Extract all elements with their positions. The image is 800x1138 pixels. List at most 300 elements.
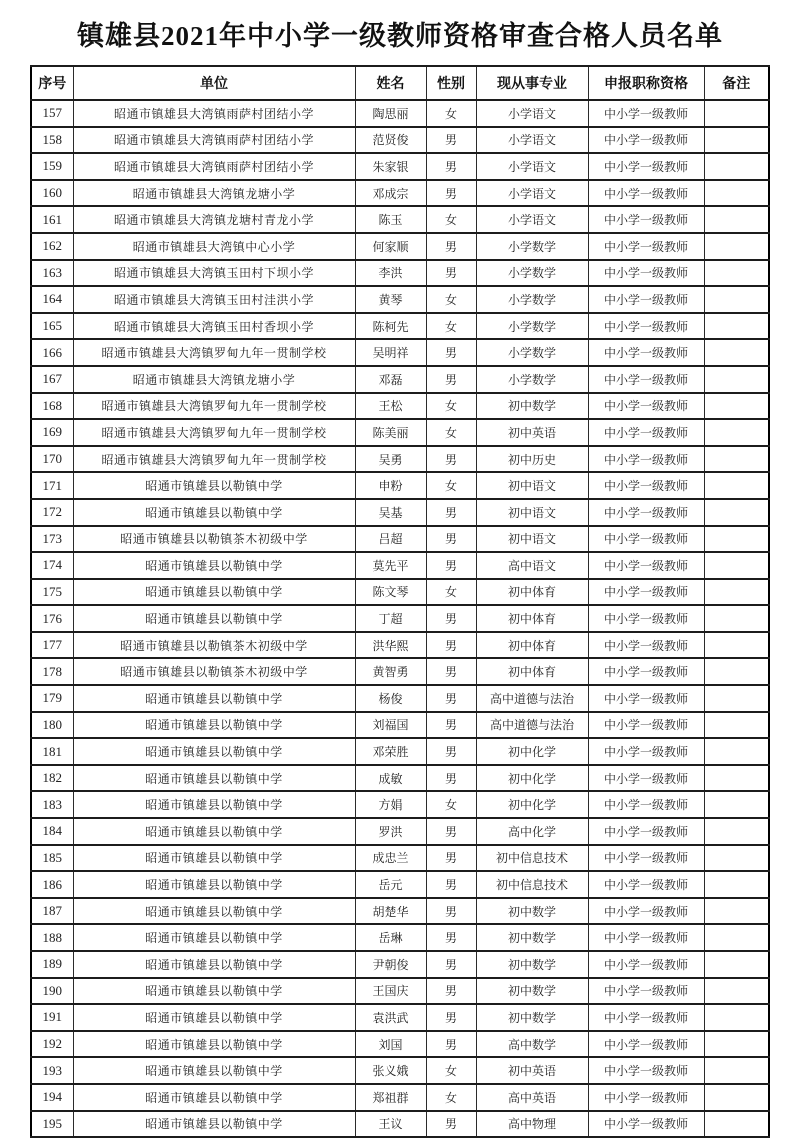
- cell-gender: 男: [426, 1004, 476, 1031]
- cell-remark: [704, 1004, 769, 1031]
- cell-no: 194: [31, 1084, 73, 1111]
- cell-unit: 昭通市镇雄县以勒镇中学: [73, 898, 355, 925]
- cell-remark: [704, 685, 769, 712]
- cell-no: 189: [31, 951, 73, 978]
- cell-subject: 初中数学: [476, 1004, 588, 1031]
- cell-name: 尹朝俊: [355, 951, 426, 978]
- cell-qualification: 中小学一级教师: [588, 180, 704, 207]
- cell-qualification: 中小学一级教师: [588, 1031, 704, 1058]
- cell-gender: 女: [426, 206, 476, 233]
- cell-name: 陈玉: [355, 206, 426, 233]
- cell-unit: 昭通市镇雄县大湾镇罗甸九年一贯制学校: [73, 393, 355, 420]
- cell-gender: 男: [426, 978, 476, 1005]
- cell-name: 黄智勇: [355, 658, 426, 685]
- cell-remark: [704, 206, 769, 233]
- table-row: [31, 1084, 769, 1111]
- cell-no: 178: [31, 658, 73, 685]
- table-row: [31, 552, 769, 579]
- cell-subject: 小学语文: [476, 100, 588, 127]
- cell-qualification: 中小学一级教师: [588, 446, 704, 473]
- cell-qualification: 中小学一级教师: [588, 206, 704, 233]
- cell-qualification: 中小学一级教师: [588, 286, 704, 313]
- cell-gender: 男: [426, 153, 476, 180]
- table-row: [31, 765, 769, 792]
- table-row: [31, 1111, 769, 1138]
- cell-name: 郑祖群: [355, 1084, 426, 1111]
- cell-name: 何家顺: [355, 233, 426, 260]
- cell-remark: [704, 845, 769, 872]
- cell-subject: 初中数学: [476, 898, 588, 925]
- cell-remark: [704, 1084, 769, 1111]
- cell-no: 168: [31, 393, 73, 420]
- cell-remark: [704, 871, 769, 898]
- cell-qualification: 中小学一级教师: [588, 313, 704, 340]
- cell-qualification: 中小学一级教师: [588, 738, 704, 765]
- cell-qualification: 中小学一级教师: [588, 1084, 704, 1111]
- cell-unit: 昭通市镇雄县大湾镇雨萨村团结小学: [73, 100, 355, 127]
- cell-no: 169: [31, 419, 73, 446]
- cell-unit: 昭通市镇雄县以勒镇中学: [73, 791, 355, 818]
- cell-no: 170: [31, 446, 73, 473]
- table-row: [31, 579, 769, 606]
- table-row: [31, 632, 769, 659]
- cell-no: 183: [31, 791, 73, 818]
- table-row: [31, 978, 769, 1005]
- cell-remark: [704, 526, 769, 553]
- cell-no: 164: [31, 286, 73, 313]
- cell-no: 186: [31, 871, 73, 898]
- cell-qualification: 中小学一级教师: [588, 1057, 704, 1084]
- cell-remark: [704, 924, 769, 951]
- table-row: [31, 658, 769, 685]
- roster-table: [30, 65, 770, 1138]
- header-cell-no: 序号: [31, 66, 73, 100]
- cell-no: 167: [31, 366, 73, 393]
- cell-remark: [704, 1111, 769, 1138]
- cell-subject: 初中体育: [476, 632, 588, 659]
- cell-remark: [704, 632, 769, 659]
- table-row: [31, 685, 769, 712]
- cell-gender: 男: [426, 712, 476, 739]
- cell-gender: 男: [426, 552, 476, 579]
- cell-gender: 女: [426, 100, 476, 127]
- cell-subject: 初中数学: [476, 393, 588, 420]
- cell-remark: [704, 658, 769, 685]
- cell-no: 174: [31, 552, 73, 579]
- cell-gender: 男: [426, 738, 476, 765]
- cell-unit: 昭通市镇雄县大湾镇玉田村香坝小学: [73, 313, 355, 340]
- cell-remark: [704, 978, 769, 1005]
- cell-qualification: 中小学一级教师: [588, 366, 704, 393]
- cell-gender: 男: [426, 233, 476, 260]
- cell-qualification: 中小学一级教师: [588, 153, 704, 180]
- cell-unit: 昭通市镇雄县以勒镇中学: [73, 605, 355, 632]
- table-row: [31, 286, 769, 313]
- cell-subject: 小学数学: [476, 366, 588, 393]
- cell-unit: 昭通市镇雄县以勒镇中学: [73, 552, 355, 579]
- cell-subject: 高中道德与法治: [476, 685, 588, 712]
- cell-name: 袁洪武: [355, 1004, 426, 1031]
- cell-subject: 初中数学: [476, 924, 588, 951]
- cell-name: 杨俊: [355, 685, 426, 712]
- cell-remark: [704, 1057, 769, 1084]
- cell-no: 158: [31, 127, 73, 154]
- page-title: 镇雄县2021年中小学一级教师资格审查合格人员名单: [77, 21, 723, 51]
- cell-gender: 男: [426, 685, 476, 712]
- cell-gender: 女: [426, 313, 476, 340]
- cell-name: 范贤俊: [355, 127, 426, 154]
- cell-gender: 女: [426, 393, 476, 420]
- cell-name: 陈美丽: [355, 419, 426, 446]
- cell-gender: 男: [426, 499, 476, 526]
- cell-no: 165: [31, 313, 73, 340]
- cell-unit: 昭通市镇雄县大湾镇罗甸九年一贯制学校: [73, 339, 355, 366]
- table-row: [31, 233, 769, 260]
- table-row: [31, 153, 769, 180]
- cell-gender: 女: [426, 419, 476, 446]
- cell-no: 182: [31, 765, 73, 792]
- cell-qualification: 中小学一级教师: [588, 818, 704, 845]
- cell-qualification: 中小学一级教师: [588, 898, 704, 925]
- table-row: [31, 499, 769, 526]
- table-row: [31, 871, 769, 898]
- cell-subject: 初中化学: [476, 765, 588, 792]
- cell-no: 171: [31, 472, 73, 499]
- table-row: [31, 738, 769, 765]
- cell-qualification: 中小学一级教师: [588, 526, 704, 553]
- cell-unit: 昭通市镇雄县大湾镇雨萨村团结小学: [73, 127, 355, 154]
- cell-name: 李洪: [355, 260, 426, 287]
- cell-gender: 男: [426, 871, 476, 898]
- cell-subject: 初中信息技术: [476, 845, 588, 872]
- table-row: [31, 1031, 769, 1058]
- header-cell-unit: 单位: [73, 66, 355, 100]
- cell-remark: [704, 339, 769, 366]
- cell-qualification: 中小学一级教师: [588, 978, 704, 1005]
- table-row: [31, 100, 769, 127]
- cell-gender: 男: [426, 951, 476, 978]
- cell-gender: 男: [426, 1031, 476, 1058]
- cell-unit: 昭通市镇雄县以勒镇中学: [73, 472, 355, 499]
- cell-name: 邓荣胜: [355, 738, 426, 765]
- cell-name: 丁超: [355, 605, 426, 632]
- table-row: [31, 605, 769, 632]
- table-row: [31, 339, 769, 366]
- cell-remark: [704, 552, 769, 579]
- cell-unit: 昭通市镇雄县大湾镇中心小学: [73, 233, 355, 260]
- cell-qualification: 中小学一级教师: [588, 419, 704, 446]
- cell-unit: 昭通市镇雄县以勒镇茶木初级中学: [73, 526, 355, 553]
- cell-name: 莫先平: [355, 552, 426, 579]
- cell-qualification: 中小学一级教师: [588, 871, 704, 898]
- cell-qualification: 中小学一级教师: [588, 845, 704, 872]
- cell-gender: 男: [426, 898, 476, 925]
- cell-subject: 小学语文: [476, 206, 588, 233]
- table-row: [31, 446, 769, 473]
- cell-qualification: 中小学一级教师: [588, 339, 704, 366]
- cell-unit: 昭通市镇雄县以勒镇中学: [73, 924, 355, 951]
- cell-unit: 昭通市镇雄县大湾镇龙塘小学: [73, 366, 355, 393]
- cell-subject: 高中化学: [476, 818, 588, 845]
- cell-name: 陶思丽: [355, 100, 426, 127]
- cell-name: 吴勇: [355, 446, 426, 473]
- header-cell-gender: 性别: [426, 66, 476, 100]
- cell-qualification: 中小学一级教师: [588, 658, 704, 685]
- table-row: [31, 845, 769, 872]
- cell-no: 184: [31, 818, 73, 845]
- cell-no: 163: [31, 260, 73, 287]
- cell-name: 王松: [355, 393, 426, 420]
- cell-remark: [704, 765, 769, 792]
- table-row: [31, 472, 769, 499]
- cell-remark: [704, 233, 769, 260]
- cell-qualification: 中小学一级教师: [588, 1111, 704, 1138]
- cell-name: 刘福国: [355, 712, 426, 739]
- header-cell-remark: 备注: [704, 66, 769, 100]
- cell-no: 161: [31, 206, 73, 233]
- cell-subject: 小学语文: [476, 153, 588, 180]
- cell-unit: 昭通市镇雄县以勒镇中学: [73, 579, 355, 606]
- cell-gender: 男: [426, 526, 476, 553]
- cell-qualification: 中小学一级教师: [588, 712, 704, 739]
- cell-gender: 男: [426, 339, 476, 366]
- cell-unit: 昭通市镇雄县以勒镇中学: [73, 738, 355, 765]
- cell-remark: [704, 1031, 769, 1058]
- cell-subject: 初中语文: [476, 472, 588, 499]
- cell-qualification: 中小学一级教师: [588, 127, 704, 154]
- cell-no: 162: [31, 233, 73, 260]
- table-row: [31, 260, 769, 287]
- cell-unit: 昭通市镇雄县大湾镇龙塘小学: [73, 180, 355, 207]
- cell-no: 172: [31, 499, 73, 526]
- cell-remark: [704, 419, 769, 446]
- cell-name: 吴明祥: [355, 339, 426, 366]
- cell-gender: 男: [426, 180, 476, 207]
- table-row: [31, 526, 769, 553]
- cell-qualification: 中小学一级教师: [588, 1004, 704, 1031]
- cell-unit: 昭通市镇雄县以勒镇中学: [73, 1057, 355, 1084]
- cell-subject: 小学数学: [476, 339, 588, 366]
- cell-qualification: 中小学一级教师: [588, 233, 704, 260]
- cell-unit: 昭通市镇雄县以勒镇中学: [73, 712, 355, 739]
- cell-gender: 男: [426, 924, 476, 951]
- cell-unit: 昭通市镇雄县大湾镇玉田村下坝小学: [73, 260, 355, 287]
- cell-qualification: 中小学一级教师: [588, 552, 704, 579]
- table-row: [31, 1057, 769, 1084]
- cell-subject: 高中英语: [476, 1084, 588, 1111]
- cell-unit: 昭通市镇雄县以勒镇中学: [73, 765, 355, 792]
- cell-gender: 男: [426, 260, 476, 287]
- cell-gender: 女: [426, 1057, 476, 1084]
- cell-no: 173: [31, 526, 73, 553]
- cell-qualification: 中小学一级教师: [588, 605, 704, 632]
- header-cell-name: 姓名: [355, 66, 426, 100]
- cell-unit: 昭通市镇雄县以勒镇中学: [73, 1111, 355, 1138]
- cell-gender: 男: [426, 818, 476, 845]
- cell-no: 179: [31, 685, 73, 712]
- cell-no: 193: [31, 1057, 73, 1084]
- table-body: [31, 100, 769, 1137]
- cell-qualification: 中小学一级教师: [588, 765, 704, 792]
- table-row: [31, 313, 769, 340]
- cell-name: 刘国: [355, 1031, 426, 1058]
- cell-name: 邓磊: [355, 366, 426, 393]
- cell-remark: [704, 393, 769, 420]
- cell-qualification: 中小学一级教师: [588, 260, 704, 287]
- cell-unit: 昭通市镇雄县以勒镇中学: [73, 685, 355, 712]
- cell-name: 罗洪: [355, 818, 426, 845]
- cell-name: 王国庆: [355, 978, 426, 1005]
- table-row: [31, 393, 769, 420]
- cell-remark: [704, 951, 769, 978]
- cell-subject: 小学数学: [476, 313, 588, 340]
- cell-unit: 昭通市镇雄县以勒镇中学: [73, 1031, 355, 1058]
- cell-no: 187: [31, 898, 73, 925]
- cell-name: 申粉: [355, 472, 426, 499]
- cell-no: 191: [31, 1004, 73, 1031]
- cell-unit: 昭通市镇雄县大湾镇雨萨村团结小学: [73, 153, 355, 180]
- table-row: [31, 1004, 769, 1031]
- cell-unit: 昭通市镇雄县以勒镇中学: [73, 1004, 355, 1031]
- cell-unit: 昭通市镇雄县以勒镇茶木初级中学: [73, 658, 355, 685]
- cell-unit: 昭通市镇雄县以勒镇中学: [73, 1084, 355, 1111]
- cell-no: 175: [31, 579, 73, 606]
- cell-subject: 初中体育: [476, 605, 588, 632]
- cell-gender: 男: [426, 605, 476, 632]
- cell-subject: 高中语文: [476, 552, 588, 579]
- cell-unit: 昭通市镇雄县大湾镇玉田村洼洪小学: [73, 286, 355, 313]
- cell-no: 181: [31, 738, 73, 765]
- cell-unit: 昭通市镇雄县以勒镇中学: [73, 871, 355, 898]
- cell-qualification: 中小学一级教师: [588, 100, 704, 127]
- cell-name: 成忠兰: [355, 845, 426, 872]
- cell-name: 成敏: [355, 765, 426, 792]
- cell-subject: 初中数学: [476, 951, 588, 978]
- cell-remark: [704, 579, 769, 606]
- cell-unit: 昭通市镇雄县以勒镇中学: [73, 978, 355, 1005]
- table-row: [31, 127, 769, 154]
- cell-subject: 初中历史: [476, 446, 588, 473]
- table-row: [31, 924, 769, 951]
- cell-subject: 初中化学: [476, 738, 588, 765]
- cell-unit: 昭通市镇雄县大湾镇罗甸九年一贯制学校: [73, 419, 355, 446]
- cell-name: 陈柯先: [355, 313, 426, 340]
- cell-no: 195: [31, 1111, 73, 1138]
- cell-gender: 男: [426, 1111, 476, 1138]
- table-row: [31, 366, 769, 393]
- cell-subject: 高中数学: [476, 1031, 588, 1058]
- cell-gender: 女: [426, 791, 476, 818]
- cell-subject: 小学数学: [476, 286, 588, 313]
- table-row: [31, 206, 769, 233]
- cell-remark: [704, 446, 769, 473]
- cell-qualification: 中小学一级教师: [588, 924, 704, 951]
- cell-qualification: 中小学一级教师: [588, 685, 704, 712]
- cell-no: 159: [31, 153, 73, 180]
- cell-gender: 男: [426, 127, 476, 154]
- table-row: [31, 419, 769, 446]
- cell-subject: 初中语文: [476, 526, 588, 553]
- cell-remark: [704, 791, 769, 818]
- cell-subject: 初中化学: [476, 791, 588, 818]
- header-row: [31, 66, 769, 100]
- cell-gender: 男: [426, 632, 476, 659]
- cell-gender: 男: [426, 845, 476, 872]
- cell-unit: 昭通市镇雄县以勒镇中学: [73, 951, 355, 978]
- cell-remark: [704, 153, 769, 180]
- cell-remark: [704, 260, 769, 287]
- cell-no: 185: [31, 845, 73, 872]
- cell-remark: [704, 127, 769, 154]
- cell-no: 160: [31, 180, 73, 207]
- header-cell-subject: 现从事专业: [476, 66, 588, 100]
- cell-name: 吕超: [355, 526, 426, 553]
- cell-subject: 小学数学: [476, 260, 588, 287]
- cell-unit: 昭通市镇雄县以勒镇中学: [73, 499, 355, 526]
- cell-gender: 女: [426, 472, 476, 499]
- cell-qualification: 中小学一级教师: [588, 791, 704, 818]
- cell-subject: 初中英语: [476, 419, 588, 446]
- cell-subject: 小学数学: [476, 233, 588, 260]
- cell-remark: [704, 366, 769, 393]
- cell-qualification: 中小学一级教师: [588, 579, 704, 606]
- table-row: [31, 712, 769, 739]
- cell-no: 177: [31, 632, 73, 659]
- cell-qualification: 中小学一级教师: [588, 499, 704, 526]
- cell-name: 朱家银: [355, 153, 426, 180]
- cell-unit: 昭通市镇雄县以勒镇中学: [73, 818, 355, 845]
- cell-no: 190: [31, 978, 73, 1005]
- cell-remark: [704, 712, 769, 739]
- table-row: [31, 951, 769, 978]
- cell-subject: 高中道德与法治: [476, 712, 588, 739]
- cell-name: 洪华熙: [355, 632, 426, 659]
- cell-remark: [704, 286, 769, 313]
- cell-subject: 初中信息技术: [476, 871, 588, 898]
- cell-name: 王议: [355, 1111, 426, 1138]
- cell-gender: 女: [426, 286, 476, 313]
- cell-remark: [704, 313, 769, 340]
- cell-unit: 昭通市镇雄县大湾镇罗甸九年一贯制学校: [73, 446, 355, 473]
- cell-name: 胡楚华: [355, 898, 426, 925]
- cell-remark: [704, 180, 769, 207]
- cell-unit: 昭通市镇雄县以勒镇中学: [73, 845, 355, 872]
- cell-gender: 男: [426, 446, 476, 473]
- cell-no: 188: [31, 924, 73, 951]
- cell-name: 张义娥: [355, 1057, 426, 1084]
- cell-unit: 昭通市镇雄县大湾镇龙塘村青龙小学: [73, 206, 355, 233]
- cell-remark: [704, 898, 769, 925]
- cell-gender: 男: [426, 658, 476, 685]
- cell-no: 192: [31, 1031, 73, 1058]
- cell-no: 180: [31, 712, 73, 739]
- cell-remark: [704, 738, 769, 765]
- cell-no: 176: [31, 605, 73, 632]
- cell-subject: 初中语文: [476, 499, 588, 526]
- cell-gender: 女: [426, 579, 476, 606]
- table-header: [31, 66, 769, 100]
- cell-name: 黄琴: [355, 286, 426, 313]
- cell-subject: 小学语文: [476, 127, 588, 154]
- cell-name: 邓成宗: [355, 180, 426, 207]
- cell-gender: 男: [426, 765, 476, 792]
- cell-name: 岳琳: [355, 924, 426, 951]
- table-row: [31, 818, 769, 845]
- cell-remark: [704, 499, 769, 526]
- cell-remark: [704, 472, 769, 499]
- cell-subject: 初中数学: [476, 978, 588, 1005]
- cell-name: 陈文琴: [355, 579, 426, 606]
